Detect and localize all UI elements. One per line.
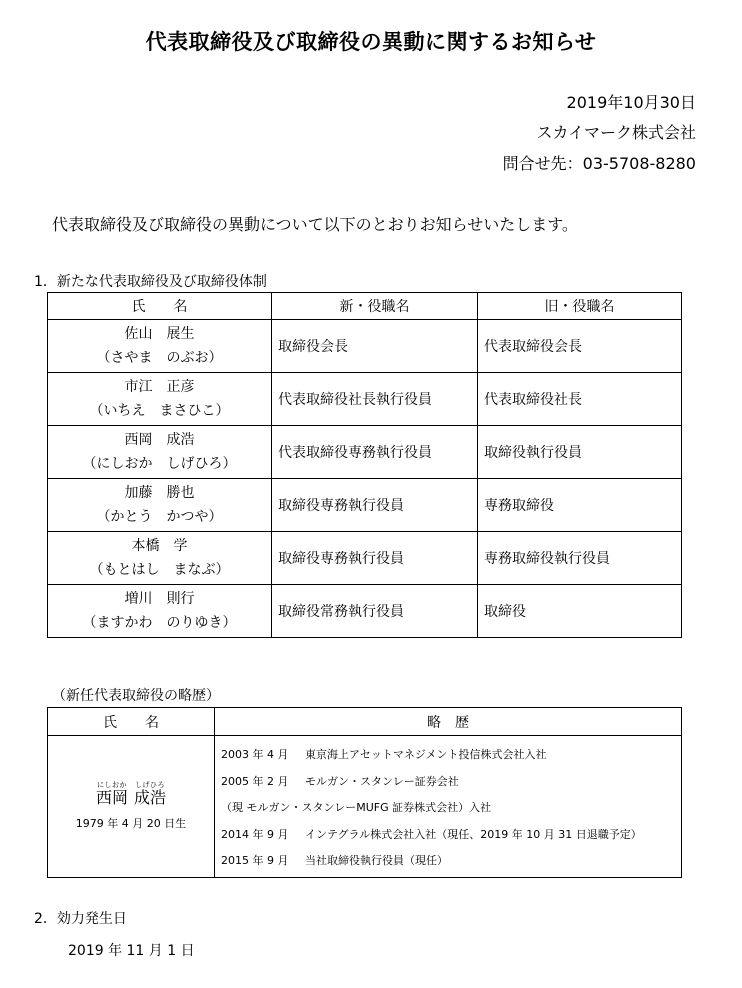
new-title-cell: 取締役専務執行役員	[272, 532, 478, 585]
history-item	[221, 769, 681, 796]
new-title-cell: 代表取締役社長執行役員	[272, 373, 478, 426]
history-cell	[215, 736, 682, 878]
release-date: 2019年10月30日	[566, 93, 696, 112]
new-title-cell: 代表取締役専務執行役員	[272, 426, 478, 479]
officer-name: 西岡 成浩	[124, 432, 195, 448]
history-item	[221, 795, 681, 822]
history-item	[221, 742, 681, 769]
column-header-name: 氏 名	[48, 708, 215, 736]
surname-ruby: にしおか	[96, 781, 127, 790]
table-row	[48, 426, 682, 479]
old-title-cell: 取締役執行役員	[478, 426, 682, 479]
officer-reading: （さやま のぶお）	[96, 350, 223, 366]
officer-table-header	[48, 293, 682, 320]
officer-reading: （にしおか しげひろ）	[82, 456, 237, 472]
career-heading: （新任代表取締役の略歴）	[52, 688, 220, 704]
officer-name: 佐山 展生	[124, 326, 195, 342]
history-item	[221, 848, 681, 875]
page-title: 代表取締役及び取締役の異動に関するお知らせ	[145, 30, 597, 54]
history-text: モルガン・スタンレー証券会社	[305, 774, 459, 788]
history-text: 当社取締役執行役員（現任）	[305, 854, 448, 867]
column-header-old-title: 旧・役職名	[478, 293, 682, 320]
history-date: 2015 年 9 月	[221, 854, 289, 867]
officer-name: 増川 則行	[124, 591, 195, 607]
table-row	[48, 585, 682, 638]
career-table	[47, 707, 682, 878]
officer-reading: （いちえ まさひこ）	[89, 403, 230, 419]
officer-name-cell	[48, 585, 272, 638]
given-name-with-ruby	[134, 781, 166, 807]
new-title-cell: 取締役会長	[272, 320, 478, 373]
old-title-cell: 代表取締役社長	[478, 373, 682, 426]
officer-name-cell	[48, 479, 272, 532]
birth-date: 1979 年 4 月 20 日生	[75, 817, 187, 831]
section2-heading: 2．効力発生日	[34, 911, 127, 927]
officer-name-cell	[48, 532, 272, 585]
section1-heading: 1．新たな代表取締役及び取締役体制	[34, 274, 267, 290]
old-title-cell: 取締役	[478, 585, 682, 638]
history-date: 2005 年 2 月	[221, 774, 289, 788]
officer-table	[47, 292, 682, 638]
surname: 西岡	[95, 788, 128, 808]
officer-name-cell	[48, 426, 272, 479]
new-title-cell: 取締役専務執行役員	[272, 479, 478, 532]
officer-reading: （かとう かつや）	[96, 509, 223, 525]
history-date: 2003 年 4 月	[221, 748, 289, 761]
surname-with-ruby	[96, 781, 128, 807]
officer-name: 市江 正彦	[124, 379, 195, 395]
table-row	[48, 373, 682, 426]
table-row	[48, 479, 682, 532]
given-name-ruby: しげひろ	[135, 781, 165, 790]
old-title-cell: 専務取締役執行役員	[478, 532, 682, 585]
old-title-cell: 代表取締役会長	[478, 320, 682, 373]
officer-name: 加藤 勝也	[124, 485, 195, 501]
profile-cell	[48, 736, 215, 878]
new-title-cell: 取締役常務執行役員	[272, 585, 478, 638]
officer-reading: （もとはし まなぶ）	[89, 562, 230, 578]
column-header-history: 略 歴	[215, 708, 682, 736]
history-date: 2014 年 9 月	[221, 827, 289, 841]
old-title-cell: 専務取締役	[478, 479, 682, 532]
effective-date: 2019 年 11 月 1 日	[68, 943, 195, 959]
table-row	[48, 532, 682, 585]
intro-text: 代表取締役及び取締役の異動について以下のとおりお知らせいたします。	[52, 215, 578, 234]
history-text: 東京海上アセットマネジメント投信株式会社入社	[305, 748, 547, 761]
column-header-name: 氏 名	[48, 293, 272, 320]
column-header-new-title: 新・役職名	[272, 293, 478, 320]
officer-name-cell	[48, 373, 272, 426]
history-text: （現 モルガン・スタンレーMUFG 証券株式会社）入社	[221, 801, 492, 814]
history-item	[221, 822, 681, 849]
contact-info: 問合せ先：03-5708-8280	[502, 154, 696, 173]
officer-name: 本橋 学	[131, 538, 188, 554]
table-row	[48, 736, 682, 878]
table-row	[48, 320, 682, 373]
person-name	[49, 781, 213, 807]
officer-name-cell	[48, 320, 272, 373]
officer-reading: （ますかわ のりゆき）	[82, 615, 237, 631]
history-text: インテグラル株式会社入社（現任、2019 年 10 月 31 日退職予定）	[305, 827, 642, 841]
given-name: 成浩	[134, 788, 167, 808]
company-name: スカイマーク株式会社	[536, 123, 696, 142]
career-table-header	[48, 708, 682, 736]
